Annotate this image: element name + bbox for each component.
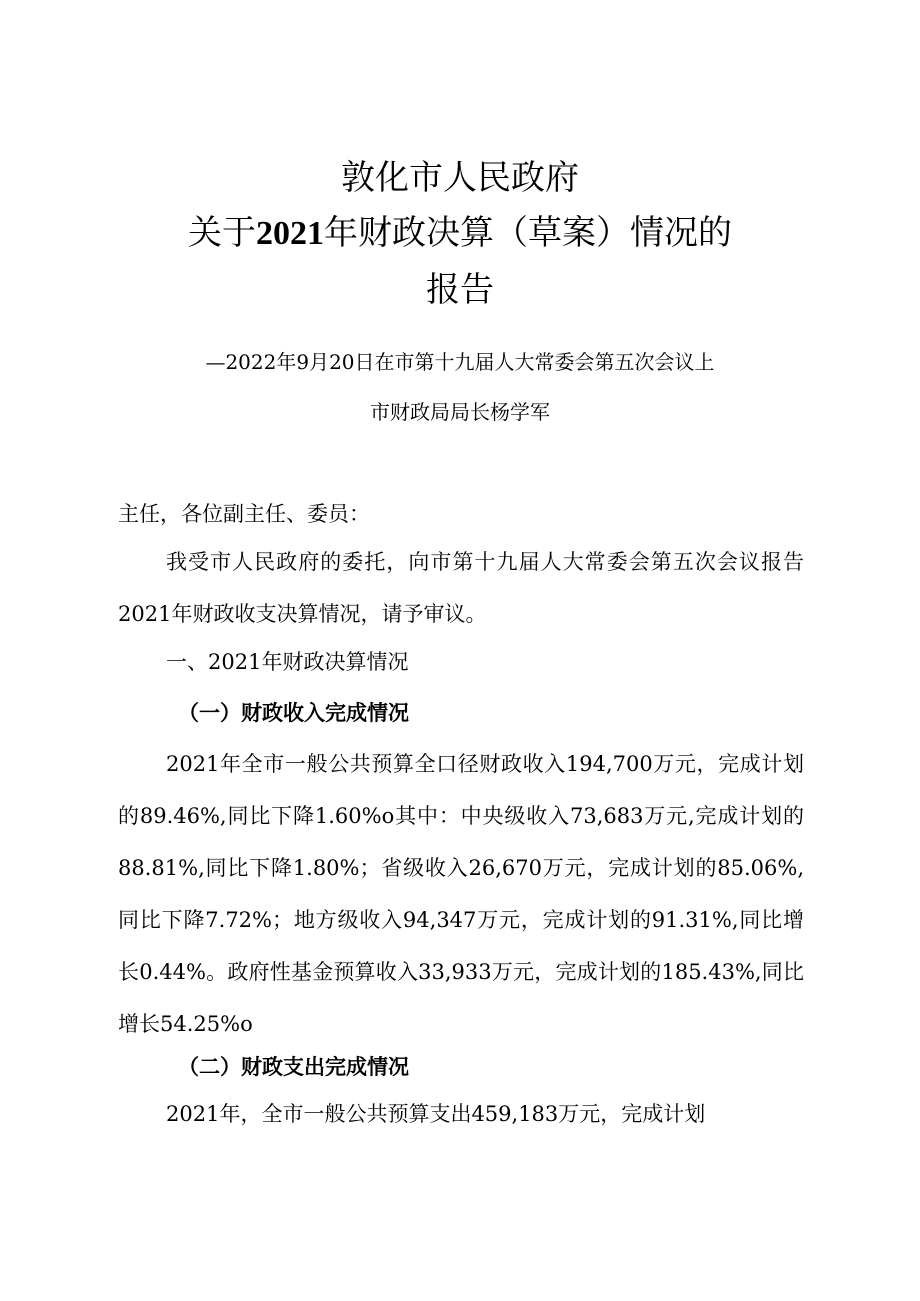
expenditure-text: 2021年，全市一般公共预算支出459,183万元，完成计划 (166, 1102, 706, 1126)
intro-paragraph (118, 536, 804, 640)
title-line-1 (0, 158, 920, 198)
section-heading-1-text: 一、2021年财政决算情况 (166, 650, 409, 674)
expenditure-paragraph (118, 1088, 804, 1140)
section-heading-1 (166, 647, 408, 677)
title-suffix: 年财政决算（草案）情况的 (324, 213, 732, 253)
title-year: 2021 (256, 215, 324, 252)
salutation (118, 499, 370, 529)
title-line-3 (0, 270, 920, 310)
revenue-text: 2021年全市一般公共预算全口径财政收入194,700万元，完成计划的89.46%,同比下降1.60%o其中：中央级收入73,683万元,完成计划的88.81%,同比下降1.80%；省级收入26,670万元，完成计划的85.06%,同比下降7.72%；地方级收入94,347万元，完成计划的91.31%,同比增长0.44%。政府性基金预算收入33,933万元，完成计划的185.43%,同比增长54.25%o (118, 752, 805, 1036)
revenue-paragraph (118, 738, 804, 1050)
intro-text: 我受市人民政府的委托，向市第十九届人大常委会第五次会议报告2021年财政收支决算情况，请予审议。 (118, 550, 804, 626)
subsection-heading-1-text: （一）财政收入完成情况 (178, 700, 409, 725)
salutation-text: 主任，各位副主任、委员： (118, 502, 370, 526)
subtitle-line-1-text: —2022年9月20日在市第十九届人大常委会第五次会议上 (205, 350, 715, 374)
title-prefix: 关于 (188, 213, 256, 253)
title-line-3-text: 报告 (426, 270, 494, 310)
subsection-heading-2-text: （二）财政支出完成情况 (178, 1054, 409, 1079)
subsection-heading-1 (178, 698, 409, 728)
title-line-2 (0, 213, 920, 254)
subtitle-line-2 (0, 398, 920, 426)
subtitle-line-2-text: 市财政局局长杨学军 (370, 400, 550, 424)
title-line-1-text: 敦化市人民政府 (341, 158, 579, 198)
subtitle-line-1 (0, 348, 920, 376)
subsection-heading-2 (178, 1052, 409, 1082)
